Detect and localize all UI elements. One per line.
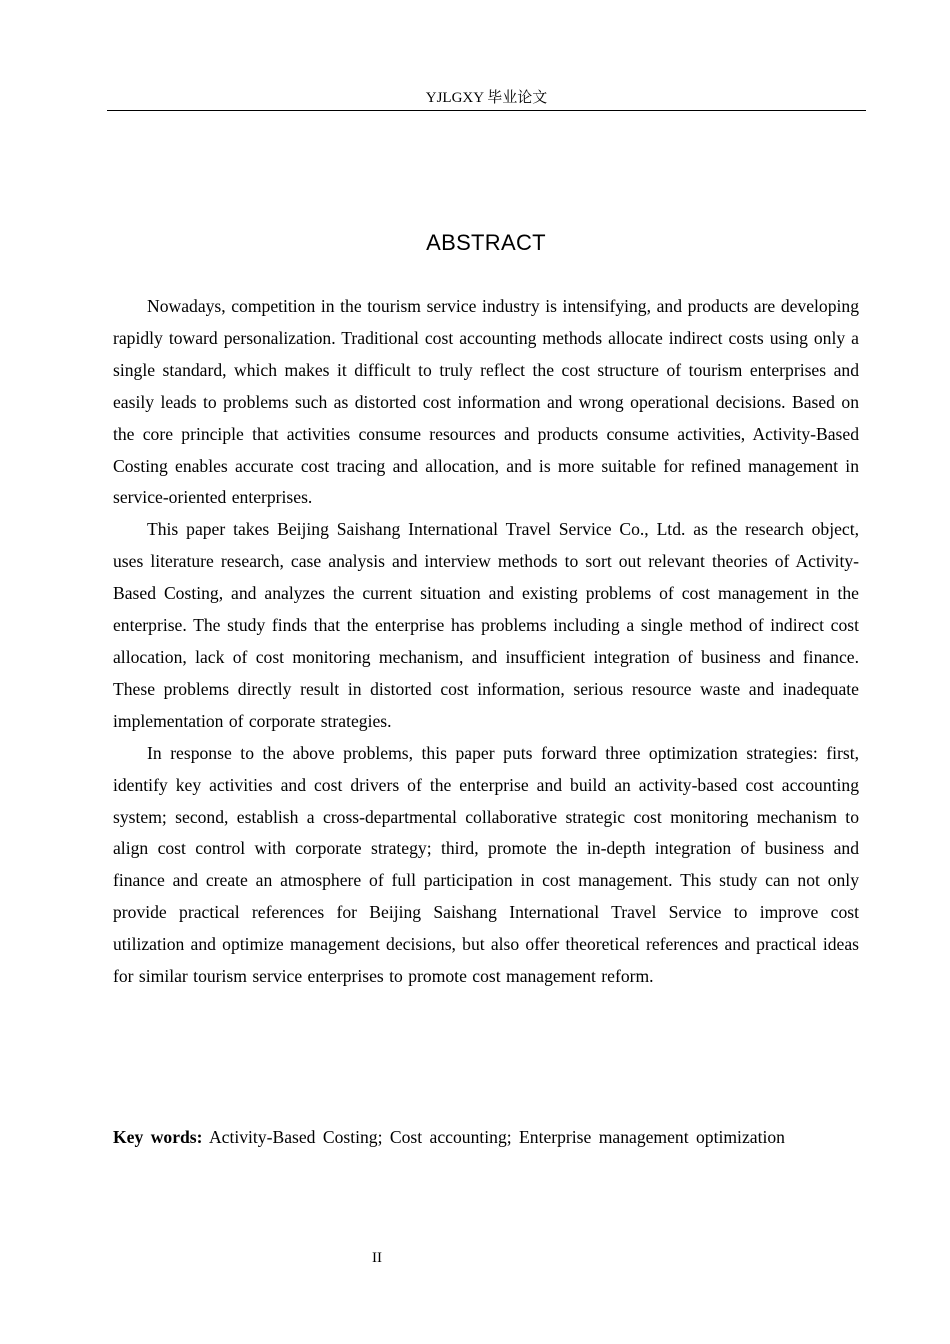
abstract-title: ABSTRACT	[426, 230, 546, 255]
keywords-text: Activity-Based Costing; Cost accounting; Enterprise management optimization	[208, 1127, 785, 1147]
page-number: II	[372, 1250, 382, 1266]
keywords-label: Key words:	[113, 1127, 203, 1147]
abstract-paragraph-3: In response to the above problems, this paper puts forward three optimization strategies: first, identify key activities and cost drivers of the enterprise and build an activity-based cost accounting system; second, establish a cross-departmental collaborative strategic cost monitoring mechanism to align cost control with corporate strategy; third, promote the in-depth integration of business and finance and create an atmosphere of full participation in cost management. This study can not only provide practical references for Beijing Saishang International Travel Service to improve cost utilization and optimize management decisions, but also offer theoretical references and practical ideas for similar tourism service enterprises to promote cost management reform.	[113, 742, 859, 987]
abstract-body	[113, 291, 859, 993]
abstract-paragraph-2: This paper takes Beijing Saishang International Travel Service Co., Ltd. as the research object, uses literature research, case analysis and interview methods to sort out relevant theories of Activity-Based Costing, and analyzes the current situation and existing problems of cost management in the enterprise. The study finds that the enterprise has problems including a single method of indirect cost allocation, lack of cost monitoring mechanism, and insufficient integration of business and finance. These problems directly result in distorted cost information, serious resource waste and inadequate implementation of corporate strategies.	[113, 519, 859, 731]
running-header	[107, 86, 866, 111]
header-text: YJLGXY 毕业论文	[425, 90, 548, 106]
abstract-paragraph-1: Nowadays, competition in the tourism service industry is intensifying, and products are developing rapidly toward personalization. Traditional cost accounting methods allocate indirect costs using only a single standard, which makes it difficult to truly reflect the cost structure of tourism enterprises and easily leads to problems such as distorted cost information and wrong operational decisions. Based on the core principle that activities consume resources and products consume activities, Activity-Based Costing enables accurate cost tracing and allocation, and is more suitable for refined management in service-oriented enterprises.	[113, 296, 859, 508]
keywords-line	[113, 1121, 859, 1153]
